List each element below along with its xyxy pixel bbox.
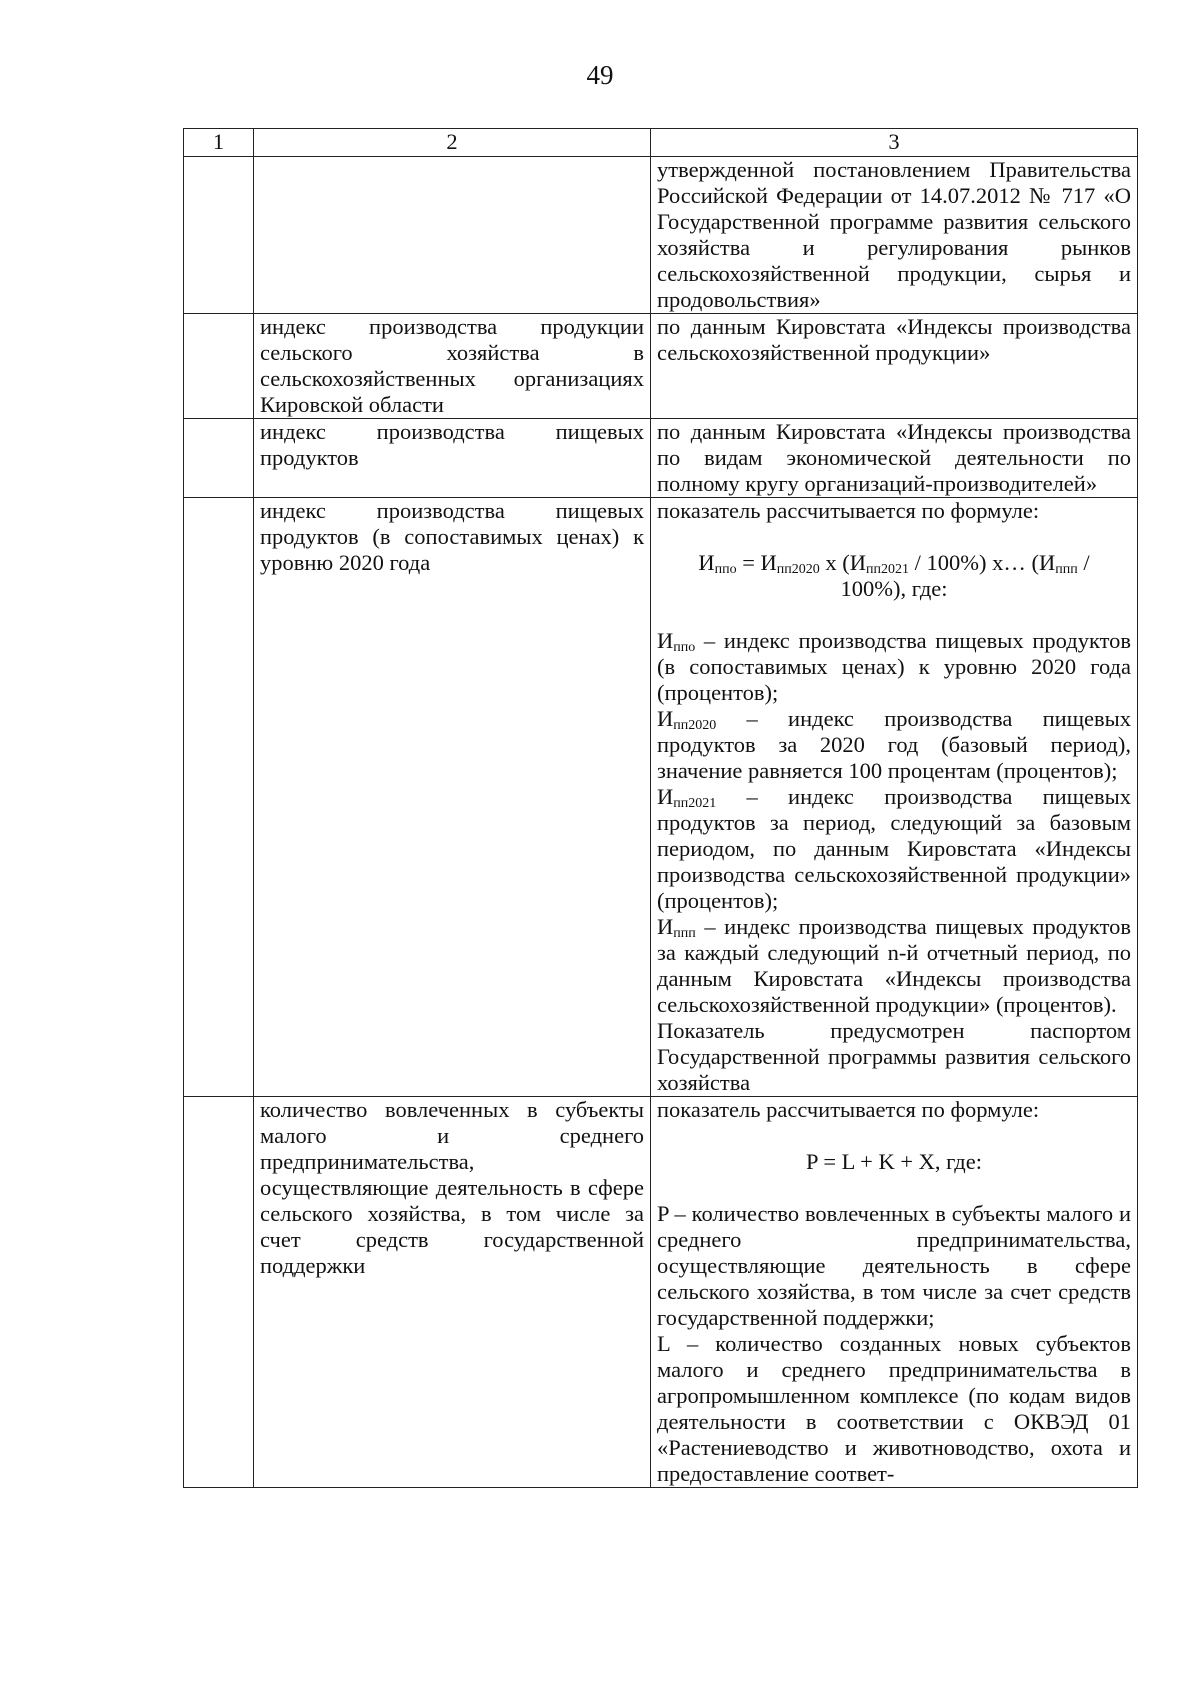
table-row (184, 498, 1138, 1097)
table-cell-empty (254, 157, 651, 314)
table-cell-empty (184, 419, 254, 498)
formula-definition: $И_{пп2020}$ – индекс производства пищевых продуктов за 2020 год (базовый период), значение равняется 100 процентам (процентов); (657, 706, 1131, 783)
formula: P = L + K + X, где: (806, 1149, 982, 1174)
formula-note: Показатель предусмотрен паспортом Государственной программы развития сельского хозяйства (657, 1018, 1131, 1095)
table-cell-source: по данным Кировстата «Индексы производства по видам экономической деятельности по полному кругу организаций-производителей» (651, 419, 1138, 498)
table-cell-empty (184, 498, 254, 1097)
table-row (184, 1097, 1138, 1488)
table-cell-empty (184, 314, 254, 419)
table-row (184, 157, 1138, 314)
table-row (184, 419, 1138, 498)
page-number: 49 (586, 60, 614, 90)
table-cell-indicator: индекс производства продукции сельского хозяйства в сельскохозяйственных организациях Кировской области (254, 314, 651, 419)
column-header-2: 2 (254, 129, 651, 157)
table-cell-formula-description (651, 1097, 1138, 1488)
formula-definition: $И_{ппо}$ – индекс производства пищевых продуктов (в сопоставимых ценах) к уровню 2020 года (процентов); (657, 628, 1131, 705)
formula-intro: показатель рассчитывается по формуле: (657, 1097, 1040, 1122)
table-cell-formula-description (651, 498, 1138, 1097)
table-cell-indicator: индекс производства пищевых продуктов (в сопоставимых ценах) к уровню 2020 года (254, 498, 651, 1097)
formula-intro: показатель рассчитывается по формуле: (657, 498, 1040, 523)
formula: $И_{ппо} = И_{пп2020}$ х $(И_{пп2021} / 100\%)$ х… $(И_{ппп} / 100\%)$, где: (698, 550, 1090, 601)
formula-definition: P – количество вовлеченных в субъекты малого и среднего предпринимательства, осуществляющие деятельность в сфере сельского хозяйства, в том числе за счет средств государственной поддержки; (657, 1201, 1131, 1330)
table-cell-empty (184, 1097, 254, 1488)
table-header-row (184, 129, 1138, 157)
table-cell-source: утвержденной постановлением Правительства Российской Федерации от 14.07.2012 № 717 «О Государственной программе развития сельского хозяйства и регулирования рынков сельскохозяйственной продукции, сырья и продовольствия» (651, 157, 1138, 314)
table-cell-indicator: количество вовлеченных в субъекты малого и среднего предпринимательства, осуществляющие деятельность в сфере сельского хозяйства, в том числе за счет средств государственной поддержки (254, 1097, 651, 1488)
formula-definition: $И_{ппп}$ – индекс производства пищевых продуктов за каждый следующий n-й отчетный период, по данным Кировстата «Индексы производства сельскохозяйственной продукции» (процентов). (657, 914, 1131, 1017)
table-cell-indicator: индекс производства пищевых продуктов (254, 419, 651, 498)
formula-definition: $И_{пп2021}$ – индекс производства пищевых продуктов за период, следующий за базовым периодом, по данным Кировстата «Индексы производства сельскохозяйственной продукции» (процентов); (657, 784, 1131, 913)
indicators-table (183, 128, 1138, 1488)
table-row (184, 314, 1138, 419)
column-header-1: 1 (184, 129, 254, 157)
formula-definition: L – количество созданных новых субъектов малого и среднего предпринимательства в агропромышленном комплексе (по кодам видов деятельности в соответствии с ОКВЭД 01 «Растениеводство и животноводство, охота и предоставление соответ- (657, 1331, 1131, 1486)
table-cell-empty (184, 157, 254, 314)
column-header-3: 3 (651, 129, 1138, 157)
table-cell-source: по данным Кировстата «Индексы производства сельскохозяйственной продукции» (651, 314, 1138, 419)
